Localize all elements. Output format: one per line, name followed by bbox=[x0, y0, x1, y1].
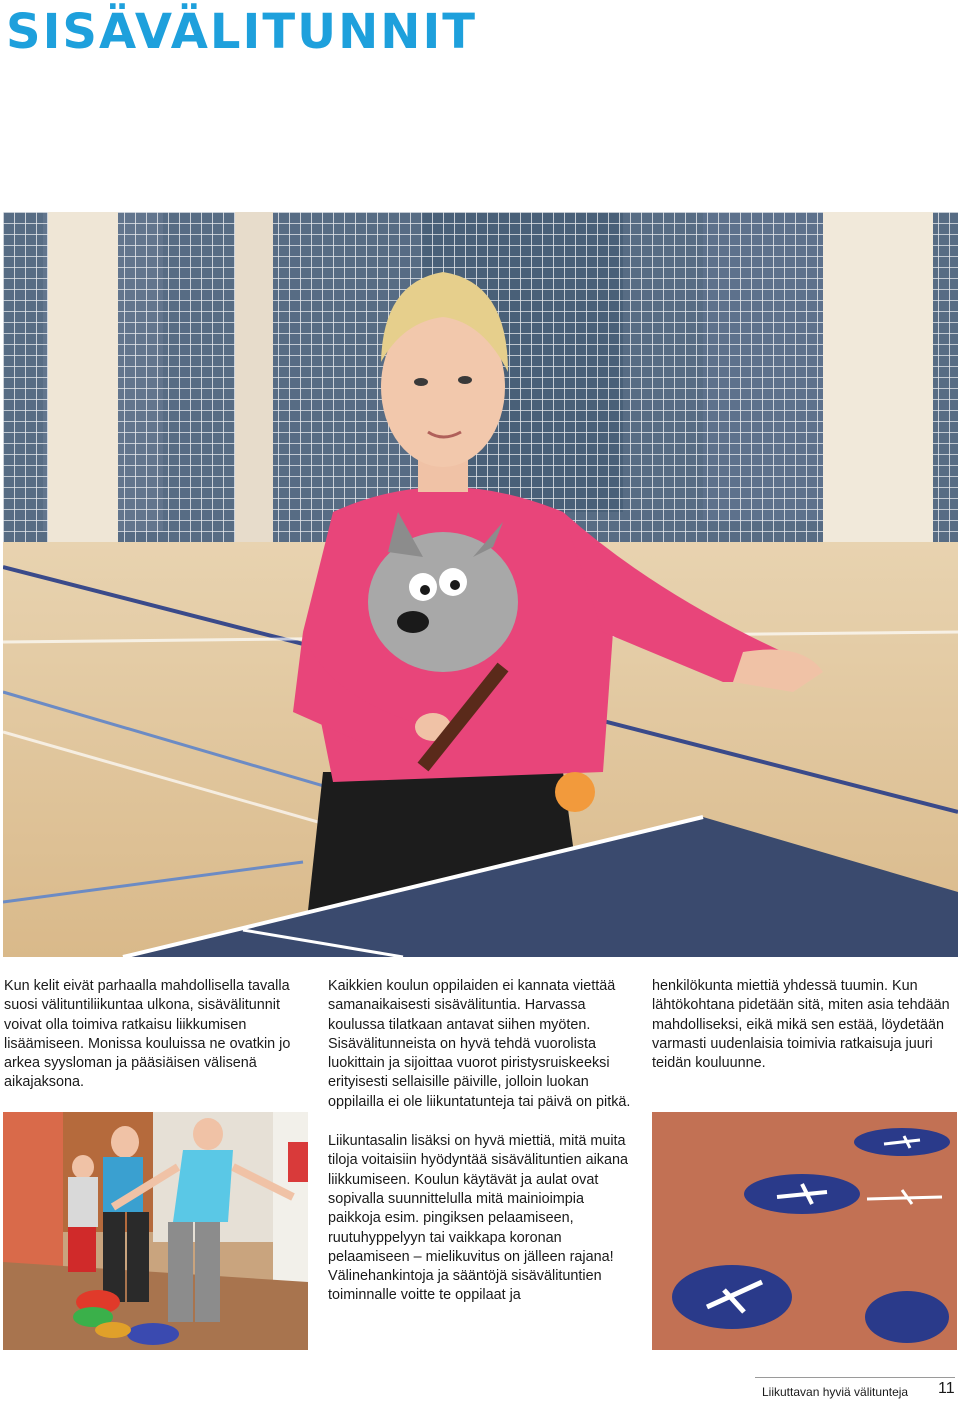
text-column-1 bbox=[4, 977, 304, 1093]
footer-divider bbox=[755, 1377, 955, 1378]
kids-balancing-photo bbox=[3, 1112, 308, 1350]
footer-publication-title: Liikuttavan hyviä välitunteja bbox=[762, 1385, 909, 1399]
intro-paragraph: Kun kelit eivät parhaalla mahdollisella tavalla suosi välituntiliikuntaa ulkona, sisävälitunnit voivat olla toimiva ratkaisu liikkumisen lisäämiseen. Monissa kouluissa ne ovatkin jo arkea syysloman ja pääsiäisen välisenä aikajaksona. bbox=[4, 978, 291, 1091]
page-number: 11 bbox=[938, 1380, 955, 1397]
text-column-2 bbox=[328, 977, 633, 1306]
text-column-3 bbox=[652, 977, 957, 1073]
paragraph-schedule: Kaikkien koulun oppilaiden ei kannata viettää samanaikaisesti sisävälituntia. Harvassa koulussa tilatkaan antavat siihen myöten. Sisävälitunneista on hyvä tehdä vuorolista luokittain ja sijoittaa vuorot piristysruiskeeksi erityisesti sellaisille päiville, jolloin luokan oppilailla ei ole liikuntatunteja tai päivä on pitkä. bbox=[328, 978, 631, 1110]
page-title: SISÄVÄLITUNNIT bbox=[6, 4, 478, 60]
table-tennis-photo bbox=[3, 212, 958, 957]
paragraph-spaces: Liikuntasalin lisäksi on hyvä miettiä, mitä muita tiloja voitaisiin hyödyntää sisävälituntien aikana liikkumiseen. Koulun käytävät ja aulat ovat sopivalla suunnittelulla mitä mainioimpia paikkoja esim. pingiksen pelaamiseen, ruutuhyppelyyn tai vaikkapa koronan pelaamiseen – mielikuvitus on jälleen rajana! Välinehankintoja ja sääntöjä sisävälituntien toiminnalle voitte te oppilaat ja bbox=[328, 1133, 628, 1304]
paragraph-staff: henkilökunta miettiä yhdessä tuumin. Kun lähtökohtana pidetään sitä, miten asia tehdään mahdolliseksi, eikä mikä sen estää, löydetään varmasti uudenlaisia toimivia ratkaisuja juuri teidän kouluunne. bbox=[652, 978, 950, 1072]
floor-markings-photo bbox=[652, 1112, 957, 1350]
